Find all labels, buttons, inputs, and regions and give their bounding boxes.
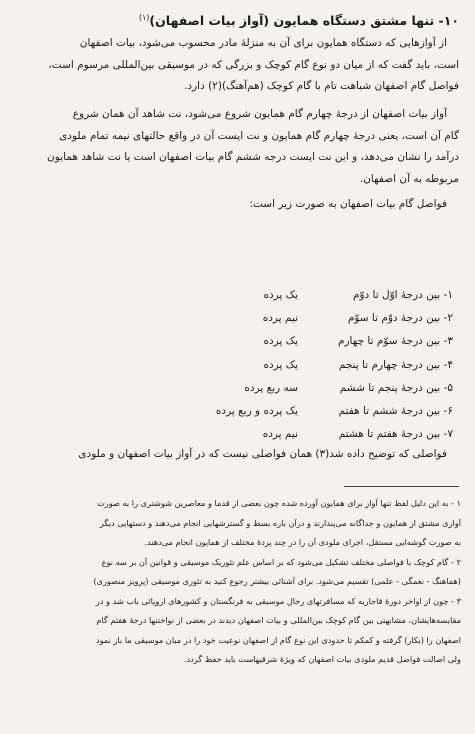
paragraph-line: گام آن است، یعنی درجهٔ چهارم گام همایون و نت ایست آن در واقع حالتهای نیمه تمام ملودی [59,129,459,142]
intervals-intro [16,194,459,216]
intervals-intro-text: فواصل گام بیات اصفهان به صورت زیر است: [249,198,447,210]
list-item [153,400,453,423]
intervals-list [153,284,453,446]
paragraph-line: مربوطه به آن اصفهان. [359,172,459,185]
list-item [153,377,453,400]
footnote-line: آوازی مشتق از همایون و جداگانه می‌پندارند و درآن باره بسط و گسترشهایی انجام می‌دهند و دستهایی دیگر [99,517,461,528]
footnote-line: به صورت گوشه‌ایی مستقل، اجرای ملودی آن را در چند پردهٔ مختلف از همایون انجام می‌دهند. [144,537,461,547]
footnote-line: ۳ - چون از اواخر دورهٔ قاجاریه که مسافرتهای رجال موسیقی به فرنگستان و کشورهای اروپائی باب شد و در [95,595,461,606]
footnotes [12,494,461,670]
paragraph-closing [16,444,459,466]
interval-desc: ۳- بین درجهٔ سوّم تا چهارم [337,335,453,348]
interval-desc: ۲- بین درجهٔ دوّم تا سوّم [347,312,453,325]
footnote-line: ۲ - گام کوچک با فواصلی مختلف تشکیل می‌شود که بر اساس علم تئوریک موسیقی و قوانین آن بر سه نوع [101,556,461,567]
footnote-line: اصفهان را (بکار) گرفته و کمکم تا حدودی این نوع گام از اصفهان نوعیت خود را در میان موسیقی ما باز نمود [95,634,461,645]
paragraph-line: است، باید گفت که از میان دو نوع گام کوچک و بزرگی که در موسیقی بین‌المللی مرسوم است، [48,58,459,71]
list-item [153,354,453,377]
footnote-line: ولی اصالت فواصل قدیم ملودی بیات اصفهان که ویژهٔ شرقیهاست باید حفظ گردد. [183,654,461,664]
interval-value: یک پرده [263,358,298,371]
section-heading-text: ۱۰- تنها مشتق دستگاه همایون (آواز بیات اصفهان) [149,13,459,29]
paragraph-description [16,104,459,190]
interval-desc: ۵- بین درجهٔ پنجم تا ششم [339,381,453,394]
paragraph-line: آواز بیات اصفهان از درجهٔ چهارم گام همایون شروع می‌شود، نت شاهد آن همان شروع [72,108,447,120]
section-heading [20,10,459,29]
interval-value: یک پرده [263,289,298,301]
interval-value: نیم پرده [262,428,298,441]
paragraph-line: فواصلی که توضیح داده شد(۳) همان فواصلی نیست که در آواز بیات اصفهان و ملودی [78,448,447,460]
list-item [153,284,453,307]
footnote-line: ۱ - به این دلیل لفظ تنها آواز برای همایون آورده شده چون بعضی از قدما و معاصرین شوشتری را به صورت [97,498,461,508]
footnote-divider [344,486,459,487]
footnote-line: مقایسه‌هایشان، مشابهتی بین گام کوچک بین‌المللی و بیات اصفهان دیدند در بعضی از نواختنها درجهٔ هفتم گام [96,615,461,625]
paragraph-line: از آوازهایی که دستگاه همایون برای آن به منزلهٔ مادر محسوب می‌شود، بیات اصفهان [79,37,447,49]
interval-desc: ۴- بین درجهٔ چهارم تا پنجم [338,358,453,371]
paragraph-intro [16,33,459,98]
footnote-line: (هماهنگ - نغمگی - علمی) تقسیم می‌شود. برای آشنائی بیشتر رجوع کنید به تئوری موسیقی (پرویز منصوری) [93,576,461,586]
paragraph-line: فواصل گام اصفهان شباهت تام با گام کوچک (هم‌آهنگ)(۲) دارد. [184,80,459,92]
interval-value: نیم پرده [262,312,298,325]
interval-desc: ۶- بین درجهٔ ششم تا هفتم [338,404,453,417]
list-item [153,330,453,353]
footnote-ref-1: (۱) [138,13,150,22]
interval-value: یک پرده و ربع پرده [215,404,298,417]
list-item [153,307,453,330]
interval-desc: ۱- بین درجهٔ اوّل تا دوّم [352,289,453,301]
interval-desc: ۷- بین درجهٔ هفتم تا هشتم [338,428,453,441]
interval-value: سه ربع پرده [244,381,298,394]
interval-value: یک پرده [263,335,298,348]
list-item [153,423,453,446]
paragraph-line: درآمد را نشان می‌دهد، و این نت ایست درجه ششم گام بیات اصفهان است یا نت شاهد همایون [47,151,459,163]
